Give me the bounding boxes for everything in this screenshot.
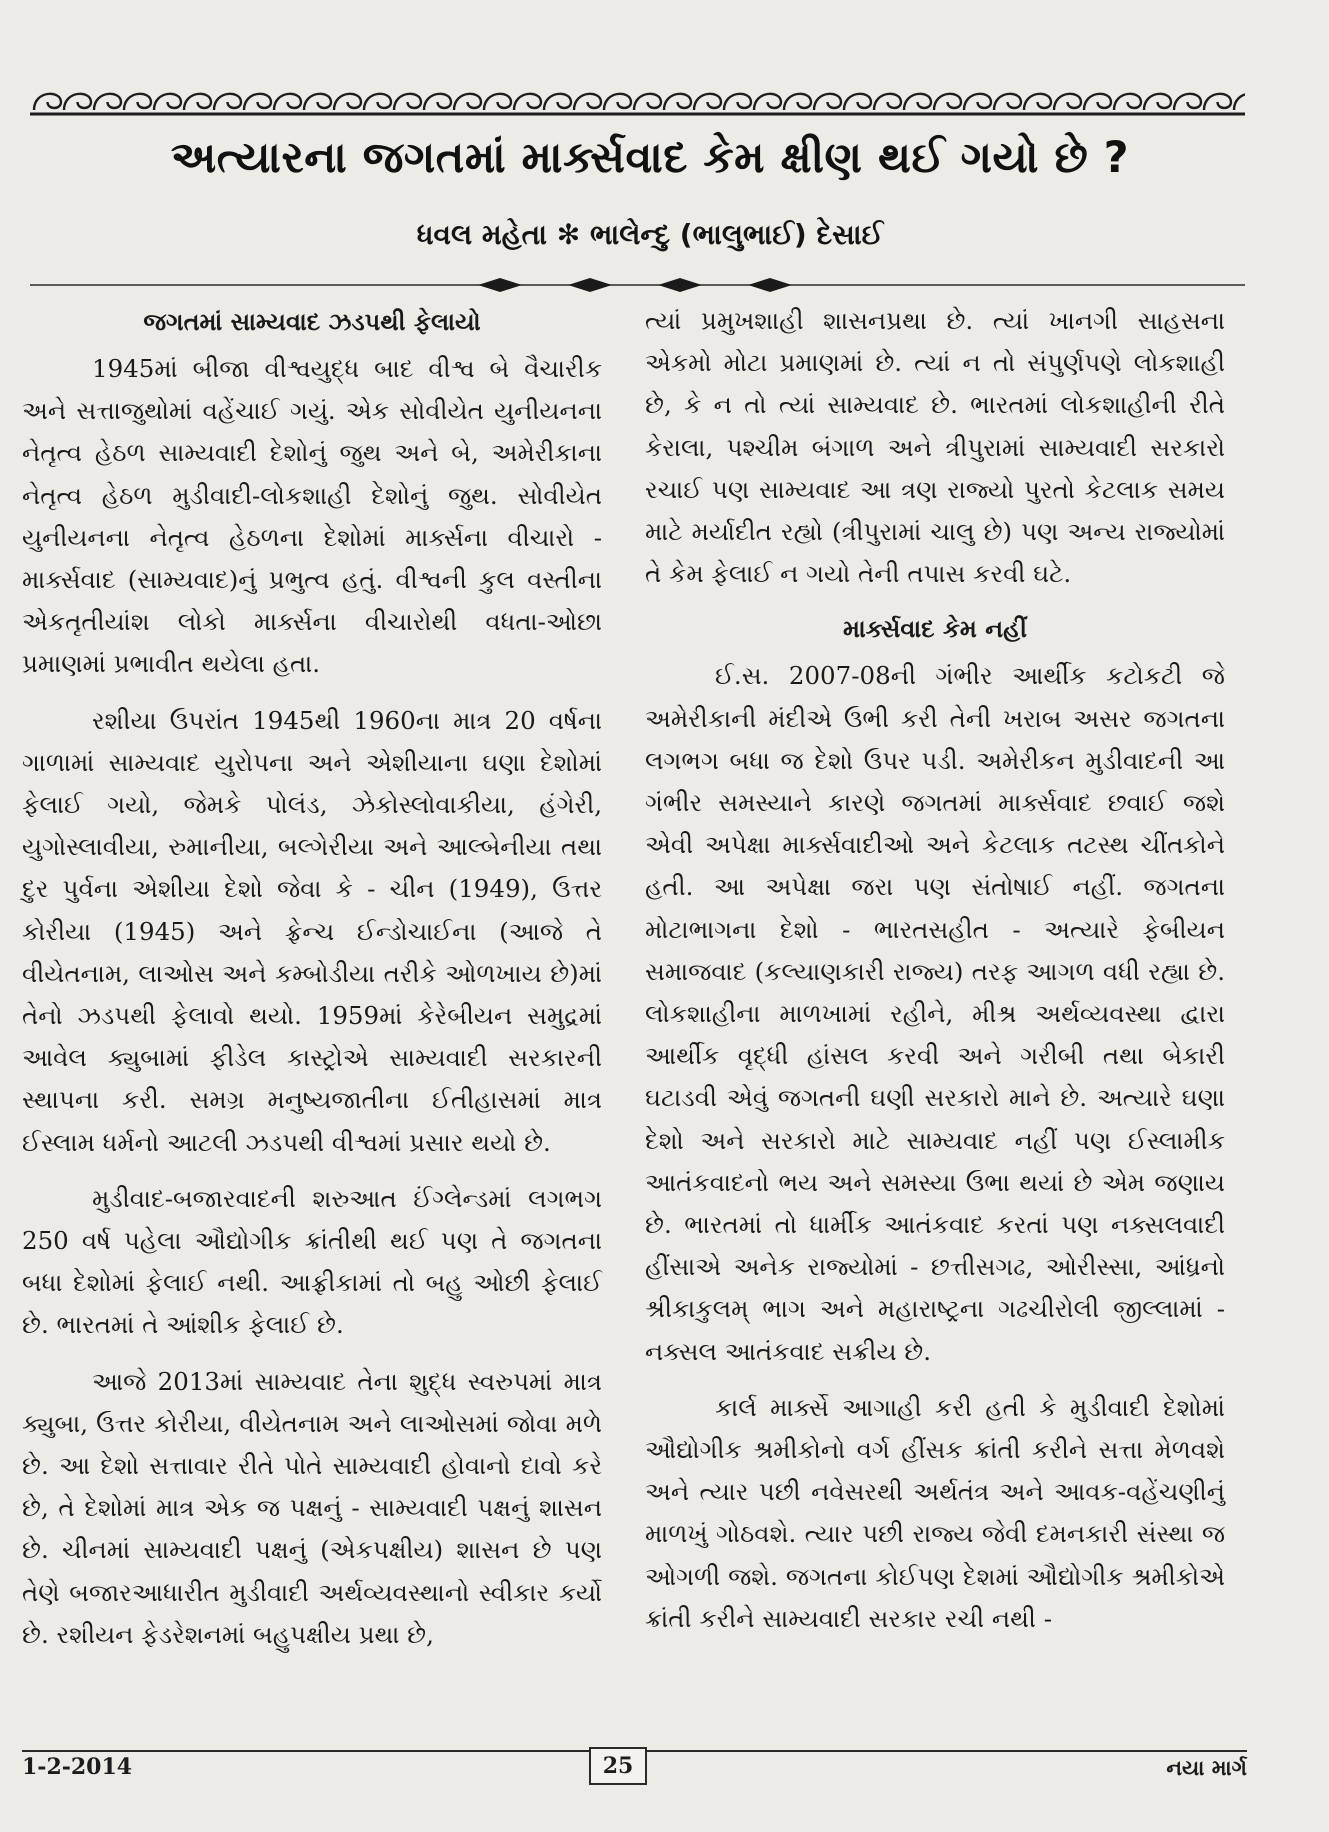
divider-diamond — [568, 278, 612, 292]
section-divider — [30, 272, 1245, 302]
paragraph: રશીયા ઉપરાંત 1945થી 1960ના માત્ર 20 વર્ષના ગાળામાં સામ્યવાદ યુરોપના અને એશીયાના ઘણા દેશોમાં ફેલાઈ ગયો, જેમકે પોલંડ, ઝેકોસ્લોવાકીયા, હંગેરી, યુગોસ્લાવીયા, રુમાનીયા, બલ્ગેરીયા અને આલ્બેનીયા તથા દુર પુર્વના એશીયા દેશો જેવા કે - ચીન (1949), ઉત્તર કોરીયા (1945) અને ફ્રેન્ચ ઈન્ડોચાઈના (આજે તે વીયેતનામ, લાઓસ અને કમ્બોડીયા તરીકે ઓળખાય છે)માં તેનો ઝડપથી ફેલાવો થયો. 1959માં કેરેબીયન સમુદ્રમાં આવેલ ક્યુબામાં ફીડેલ કાસ્ટ્રોએ સામ્યવાદી સરકારની સ્થાપના કરી. સમગ્ર મનુષ્યજાતીના ઈતીહાસમાં માત્ર ઈસ્લામ ધર્મનો આટલી ઝડપથી વીશ્વમાં પ્રસાર થયો છે. — [22, 705, 602, 1157]
paragraph: ઈ.સ. 2007-08ની ગંભીર આર્થીક કટોકટી જે અમેરીકાની મંદીએ ઉભી કરી તેની ખરાબ અસર જગતના લગભગ બધા જ દેશો ઉપર પડી. અમેરીકન મુડીવાદની આ ગંભીર સમસ્યાને કારણે જગતમાં માર્ક્સવાદ છવાઈ જશે એવી અપેક્ષા માર્ક્સવાદીઓ અને કેટલાક તટસ્થ ચીંતકોને હતી. આ અપેક્ષા જરા પણ સંતોષાઈ નહીં. જગતના મોટાભાગના દેશો - ભારતસહીત - અત્યારે ફેબીયન સમાજવાદ (કલ્યાણકારી રાજ્ય) તરફ આગળ વધી રહ્યા છે. લોકશાહીના માળખામાં રહીને, મીશ્ર અર્થવ્યવસ્થા દ્વારા આર્થીક વૃદ્ધી હાંસલ કરવી અને ગરીબી તથા બેકારી ઘટાડવી એવું જગતની ઘણી સરકારો માને છે. અત્યારે ઘણા દેશો અને સરકારો માટે સામ્યવાદ નહીં પણ ઈસ્લામીક આતંકવાદનો ભય અને સમસ્યા ઉભા થયાં છે એમ જણાય છે. ભારતમાં તો ધાર્મીક આતંકવાદ કરતાં પણ નક્સલવાદી હીંસાએ અનેક રાજ્યોમાં - છત્તીસગઢ, ઓરીસ્સા, આંધ્રનો શ્રીકાકુલમ્ ભાગ અને મહારાષ્ટ્રના ગઢચીરોલી જીલ્લામાં - નક્સલ આતંકવાદ સક્રીય છે. — [645, 661, 1225, 1366]
section-heading-why-not-marxism: માર્ક્સવાદ કેમ નહીં — [842, 615, 1028, 644]
chain-link — [814, 94, 841, 110]
chain-link — [634, 94, 661, 110]
chain-link — [184, 94, 211, 110]
chain-link — [754, 94, 781, 110]
chain-link — [964, 94, 991, 110]
chain-link — [784, 94, 811, 110]
chain-ornament-border — [30, 84, 1245, 124]
divider-diamond — [478, 278, 522, 292]
chain-link — [274, 94, 301, 110]
chain-link — [454, 94, 481, 110]
chain-link — [154, 94, 181, 110]
page-number: 25 — [589, 1747, 647, 1785]
chain-link — [904, 94, 931, 110]
chain-link — [544, 94, 571, 110]
chain-link — [304, 94, 331, 110]
chain-link — [94, 94, 121, 110]
chain-link — [874, 94, 901, 110]
chain-link — [1054, 94, 1081, 110]
paragraph: કાર્લ માર્ક્સે આગાહી કરી હતી કે મુડીવાદી દેશોમાં ઔદ્યોગીક શ્રમીકોનો વર્ગ હીંસક ક્રાંતી કરીને સત્તા મેળવશે અને ત્યાર પછી નવેસરથી અર્થતંત્ર અને આવક-વહેંચણીનું માળખું ગોઠવશે. ત્યાર પછી રાજ્ય જેવી દમનકારી સંસ્થા જ ઓગળી જશે. જગતના કોઈપણ દેશમાં ઔદ્યોગીક શ્રમીકોએ ક્રાંતી કરીને સામ્યવાદી સરકાર રચી નથી - — [645, 1392, 1225, 1633]
issue-date: 1-2-2014 — [22, 1754, 133, 1780]
chain-link — [364, 94, 391, 110]
chain-link — [514, 94, 541, 110]
section-heading-communism-spread: જગતમાં સામ્યવાદ ઝડપથી ફેલાયો — [143, 308, 481, 336]
article-authors: ધવલ મહેતા ✻ ભાલેન્દુ (ભાલુભાઈ) દેસાઈ — [416, 218, 884, 251]
chain-link — [424, 94, 451, 110]
chain-link — [1024, 94, 1051, 110]
chain-link — [1174, 94, 1201, 110]
chain-link — [1114, 94, 1141, 110]
chain-link — [214, 94, 241, 110]
chain-link — [844, 94, 871, 110]
chain-link — [664, 94, 691, 110]
chain-link — [934, 94, 961, 110]
chain-link — [574, 94, 601, 110]
divider-diamond — [748, 278, 792, 292]
chain-link — [244, 94, 271, 110]
chain-link — [604, 94, 631, 110]
paragraph: 1945માં બીજા વીશ્વયુદ્ધ બાદ વીશ્વ બે વૈચારીક અને સત્તાજુથોમાં વહેંચાઈ ગયું. એક સોવીયેત યુનીયનના નેતૃત્વ હેઠળ સામ્યવાદી દેશોનું જુથ અને બે, અમેરીકાના નેતૃત્વ હેઠળ મુડીવાદી-લોકશાહી દેશોનું જુથ. સોવીયેત યુનીયનના નેતૃત્વ હેઠળના દેશોમાં માર્ક્સના વીચારો - માર્ક્સવાદ (સામ્યવાદ)નું પ્રભુત્વ હતું. વીશ્વની કુલ વસ્તીના એકતૃતીયાંશ લોકો માર્ક્સના વીચારોથી વધતા-ઓછા પ્રમાણમાં પ્રભાવીત થયેલા હતા. — [22, 354, 602, 679]
left-column — [22, 300, 602, 1670]
chain-link — [34, 94, 61, 110]
chain-link — [484, 94, 511, 110]
chain-link — [1084, 94, 1111, 110]
chain-link — [1234, 94, 1245, 110]
magazine-name: નયા માર્ગ — [1166, 1756, 1247, 1780]
chain-link — [334, 94, 361, 110]
chain-link — [394, 94, 421, 110]
chain-link — [124, 94, 151, 110]
chain-link — [694, 94, 721, 110]
chain-link — [994, 94, 1021, 110]
divider-diamond — [658, 278, 702, 292]
paragraph: મુડીવાદ-બજારવાદની શરુઆત ઈંગ્લેન્ડમાં લગભગ 250 વર્ષ પહેલા ઔદ્યોગીક ક્રાંતીથી થઈ પણ તે જગતના બધા દેશોમાં ફેલાઈ નથી. આફ્રીકામાં તો બહુ ઓછી ફેલાઈ છે. ભારતમાં તે આંશીક ફેલાઈ છે. — [22, 1183, 602, 1340]
article-title: અત્યારના જગતમાં માર્ક્સવાદ કેમ ક્ષીણ થઈ ગયો છે ? — [170, 133, 1130, 183]
chain-link — [64, 94, 91, 110]
paragraph: આજે 2013માં સામ્યવાદ તેના શુદ્ધ સ્વરુપમાં માત્ર ક્યુબા, ઉત્તર કોરીયા, વીયેતનામ અને લાઓસમાં જોવા મળે છે. આ દેશો સત્તાવાર રીતે પોતે સામ્યવાદી હોવાનો દાવો કરે છે, તે દેશોમાં માત્ર એક જ પક્ષનું - સામ્યવાદી પક્ષનું શાસન છે. ચીનમાં સામ્યવાદી પક્ષનું (એકપક્ષીય) શાસન છે પણ તેણે બજારઆધારીત મુડીવાદી અર્થવ્યવસ્થાનો સ્વીકાર કર્યો છે. રશીયન ફેડરેશનમાં બહુપક્ષીય પ્રથા છે, — [22, 1366, 602, 1649]
paragraph-continued: ત્યાં પ્રમુખશાહી શાસનપ્રથા છે. ત્યાં ખાનગી સાહસના એકમો મોટા પ્રમાણમાં છે. ત્યાં ન તો સંપુર્ણપણે લોકશાહી છે, કે ન તો ત્યાં સામ્યવાદ છે. ભારતમાં લોકશાહીની રીતે કેરાલા, પશ્ચીમ બંગાળ અને ત્રીપુરામાં સામ્યવાદી સરકારો રચાઈ પણ સામ્યવાદ આ ત્રણ રાજ્યો પુરતો કેટલાક સમય માટે મર્યાદીત રહ્યો (ત્રીપુરામાં ચાલુ છે) પણ અન્ય રાજ્યોમાં તે કેમ ફેલાઈ ન ગયો તેની તપાસ કરવી ઘટે. — [645, 306, 1225, 589]
chain-link — [1144, 94, 1171, 110]
chain-link — [1204, 94, 1231, 110]
right-column — [645, 300, 1225, 1654]
chain-link — [724, 94, 751, 110]
